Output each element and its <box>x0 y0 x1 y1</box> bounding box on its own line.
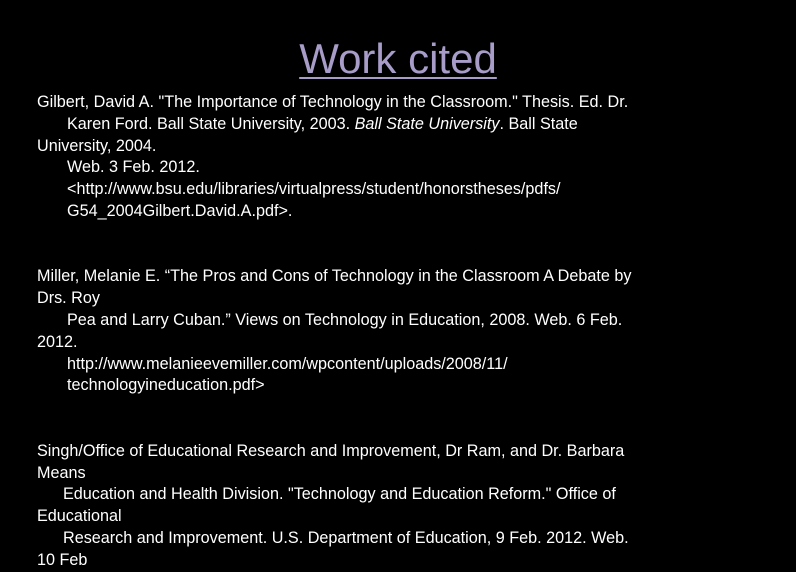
citation-url: http://www.melanieevemiller.com/wpcontent/uploads/2008/11/ <box>67 354 508 373</box>
citation-url: G54_2004Gilbert.David.A.pdf>. <box>67 201 293 220</box>
slide-title: Work cited <box>299 35 497 82</box>
citation-line: Pea and Larry Cuban.” Views on Technology in Education, 2008. Web. 6 Feb. <box>67 310 623 329</box>
citation-line: Research and Improvement. U.S. Department of Education, 9 Feb. 2012. Web. <box>63 528 629 547</box>
citation-url: technologyineducation.pdf> <box>67 376 265 395</box>
citation-gilbert <box>37 92 713 223</box>
citation-line: Miller, Melanie E. “The Pros and Cons of Technology in the Classroom A Debate by <box>37 267 632 286</box>
citation-line: Singh/Office of Educational Research and Improvement, Dr Ram, and Dr. Barbara <box>37 441 625 460</box>
citation-line: Gilbert, David A. "The Importance of Technology in the Classroom." Thesis. Ed. Dr. <box>37 93 629 111</box>
citation-line: Means <box>37 463 86 482</box>
citation-italic-title: Ball State University <box>354 114 500 133</box>
citation-line: 10 Feb <box>37 550 88 569</box>
citation-line: Education and Health Division. "Technology and Education Reform." Office of <box>63 485 616 504</box>
spacer <box>37 223 713 267</box>
citation-text: Karen Ford. Ball State University, 2003. <box>67 114 355 133</box>
citation-url: <http://www.bsu.edu/libraries/virtualpress/student/honorstheses/pdfs/ <box>67 180 561 199</box>
citation-line: Drs. Roy <box>37 289 100 308</box>
works-cited-list <box>37 92 713 572</box>
spacer <box>37 397 713 441</box>
citation-text: . Ball State <box>499 114 578 133</box>
citation-singh <box>37 441 713 572</box>
citation-line: Web. 3 Feb. 2012. <box>67 158 200 177</box>
citation-line: Educational <box>37 507 122 526</box>
citation-line: University, 2004. <box>37 136 157 155</box>
citation-line: 2012. <box>37 332 78 351</box>
citation-line <box>37 114 713 136</box>
citation-miller <box>37 266 713 397</box>
